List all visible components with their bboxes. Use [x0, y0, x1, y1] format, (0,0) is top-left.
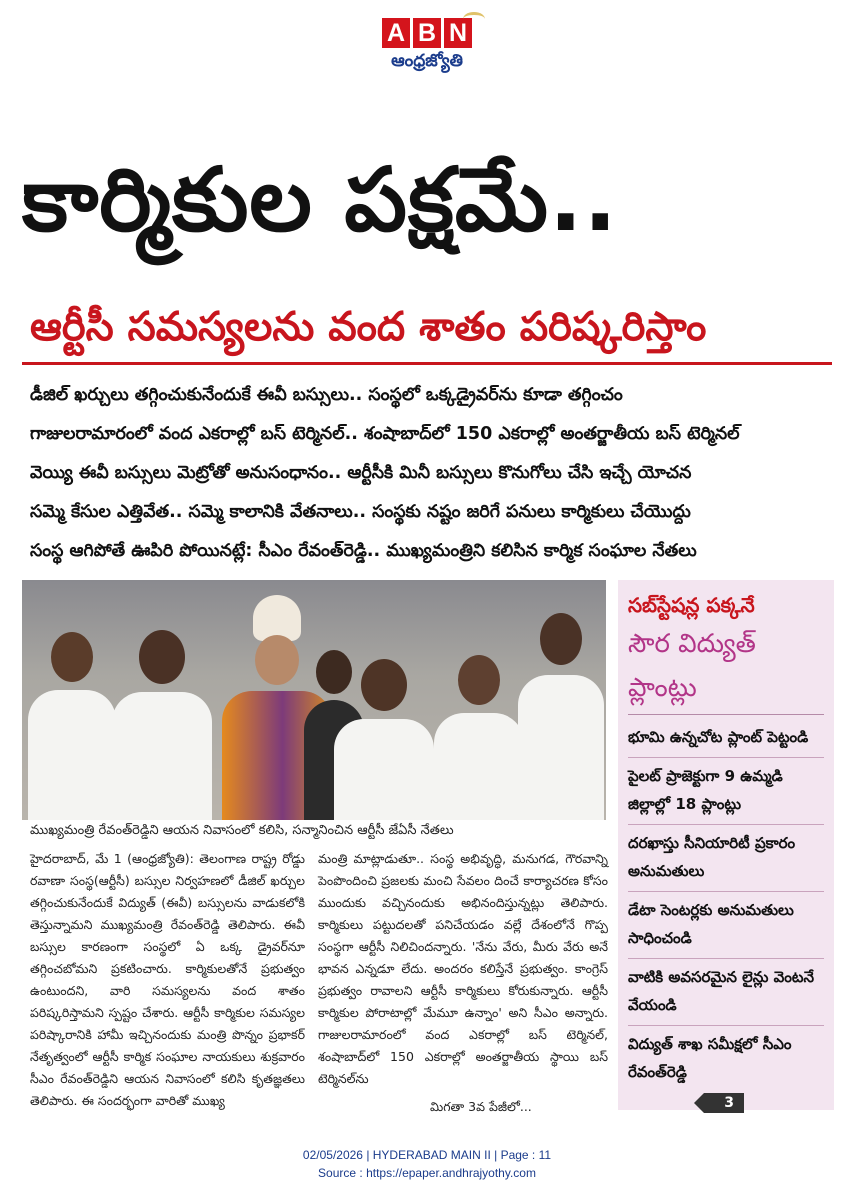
divider [628, 714, 824, 715]
sidebar-title-line3: ప్లాంట్లు [628, 673, 697, 703]
flame-icon [463, 12, 485, 26]
highlight-item: వెయ్యి ఈవీ బస్సులు మెట్రోతో అనుసంధానం.. ఆర్టీసీకి మినీ బస్సులు కొనుగోలు చేసి ఇచ్చే యోచన [30, 463, 692, 483]
sidebar-point: వాటికి అవసరమైన లైన్లు వెంటనే వేయండి [628, 959, 824, 1026]
news-photo [22, 580, 606, 820]
sidebar-point: పైలట్ ప్రాజెక్టుగా 9 ఉమ్మడి జిల్లాల్లో 18 ప్లాంట్లు [628, 758, 824, 825]
sidebar-title: సబ్‌స్టేషన్ల పక్కనే [628, 593, 755, 617]
page-subheadline: ఆర్టీసీ సమస్యలను వంద శాతం పరిష్కరిస్తాం [30, 304, 707, 350]
person-figure [518, 605, 604, 820]
person-figure [334, 625, 434, 820]
photo-caption: ముఖ్యమంత్రి రేవంత్‌రెడ్డిని ఆయన నివాసంలో కలిసి, సన్మానించిన ఆర్టీసీ జేఏసీ నేతలు [30, 823, 454, 838]
continued-note: మిగతా 3వ పేజీలో... [430, 1099, 532, 1114]
logo-letter-a: A [382, 18, 410, 48]
footer [0, 1146, 854, 1182]
logo-letter-n: N [444, 18, 472, 48]
sidebar-title-line2: సౌర విద్యుత్ [628, 629, 756, 659]
sidebar-box [618, 580, 834, 1110]
highlight-list [30, 376, 830, 571]
sidebar-point: డేటా సెంటర్లకు అనుమతులు సాధించండి [628, 892, 824, 959]
highlight-item: సమ్మె కేసుల ఎత్తివేత.. సమ్మె కాలానికి వేతనాలు.. సంస్థకు నష్టం జరిగే పనులు కార్మికులు చేయొద్దు [30, 502, 691, 522]
highlight-item: సంస్థ ఆగిపోతే ఊపిరి పోయినట్లే: సీఎం రేవంత్‌రెడ్డి.. ముఖ్యమంత్రిని కలిసిన కార్మిక సంఘాల నేతలు [30, 541, 697, 561]
person-figure [112, 620, 212, 820]
article-column-2: మంత్రి మాట్లాడుతూ.. సంస్థ అభివృద్ధి, మనుగడ, గౌరవాన్ని పెంపొందించి ప్రజలకు మంచి సేవలం దించే కార్యాచరణ కోసం ముందుకు వచ్చినందుకు అభినందిస్తున్నట్లు తెలిపారు. కార్మికులు పట్టుదలతో పనిచేయడం వల్లే దేశంలోనే గొప్ప సంస్థగా ఆర్టీసీ నిలిచిందన్నారు. 'నేను వేరు, మీరు వేరు అనే భావన ఎన్నడూ లేదు. అందరం కలిస్తేనే ప్రభుత్వం. కాంగ్రెస్ ప్రభుత్వం రావాలని ఆర్టీసీ కార్మికులు కోరుకున్నారు. ఆర్టీసీ కార్మికుల పోరాటాల్లో మేమూ ఉన్నాం' అని సీఎం అన్నారు. గాజులరామారంలో వంద ఎకరాల్లో బస్ టెర్మినల్, శంషాబాద్‌లో 150 ఎకరాల్లో అంతర్జాతీయ స్థాయి బస్ టెర్మినల్‌ను [318, 851, 608, 1086]
highlight-item: డీజిల్ ఖర్చులు తగ్గించుకునేందుకే ఈవీ బస్సులు.. సంస్థలో ఒక్కడ్రైవర్‌ను కూడా తగ్గించం [30, 385, 623, 405]
logo-subtitle: ఆంధ్రజ్యోతి [391, 51, 463, 71]
person-figure [434, 635, 524, 820]
logo-letter-b: B [413, 18, 441, 48]
footer-source[interactable]: Source : https://epaper.andhrajyothy.com [318, 1166, 536, 1180]
footer-page-info: 02/05/2026 | HYDERABAD MAIN II | Page : 11 [302, 1148, 552, 1162]
sidebar-point: దరఖాస్తు సీనియారిటీ ప్రకారం అనుమతులు [628, 825, 824, 892]
sidebar-point: భూమి ఉన్నచోట ప్లాంట్ పెట్టండి [628, 719, 824, 758]
person-figure [28, 630, 116, 820]
page-reference-badge: 3 [704, 1093, 744, 1113]
page-headline: కార్మికుల పక్షమే.. [22, 148, 618, 251]
article-column-1: హైదరాబాద్, మే 1 (ఆంధ్రజ్యోతి): తెలంగాణ రాష్ట్ర రోడ్డు రవాణా సంస్థ(ఆర్టీసీ) బస్సుల నిర్వహణలో డీజిల్ ఖర్చుల తగ్గించుకునేందుకే విద్యుత్ (ఈవీ) బస్సులను వాడుకలోకి తెస్తున్నామని ముఖ్యమంత్రి రేవంత్‌రెడ్డి తెలిపారు. ఈవీ బస్సుల కారణంగా సంస్థలో ఏ ఒక్క డ్రైవర్‌నూ తగ్గించబోమని ప్రకటించారు. కార్మికులతోనే ప్రభుత్వం ఉంటుందని, వారి సమస్యలను వంద శాతం పరిష్కరిస్తామని స్పష్టం చేశారు. ఆర్టీసీ కార్మికుల సమస్యల పరిష్కారానికి హామీ ఇచ్చినందుకు మంత్రి పొన్నం ప్రభాకర్ నేతృత్వంలో ఆర్టీసీ కార్మిక సంఘాల నాయకులు శుక్రవారం సీఎం రేవంత్‌రెడ్డిని ఆయన నివాసంలో కలిసి కృతజ్ఞతలు తెలిపారు. ఈ సందర్భంగా వారితో ముఖ్య [30, 851, 305, 1108]
highlight-item: గాజులరామారంలో వంద ఎకరాల్లో బస్ టెర్మినల్.. శంషాబాద్‌లో 150 ఎకరాల్లో అంతర్జాతీయ బస్ టెర్మినల్ [30, 424, 740, 444]
sidebar-point: విద్యుత్ శాఖ సమీక్షలో సీఎం రేవంత్‌రెడ్డి [628, 1035, 792, 1081]
abn-letters [377, 18, 477, 48]
abn-andhrajyothy-logo [377, 18, 477, 80]
divider [22, 362, 832, 365]
